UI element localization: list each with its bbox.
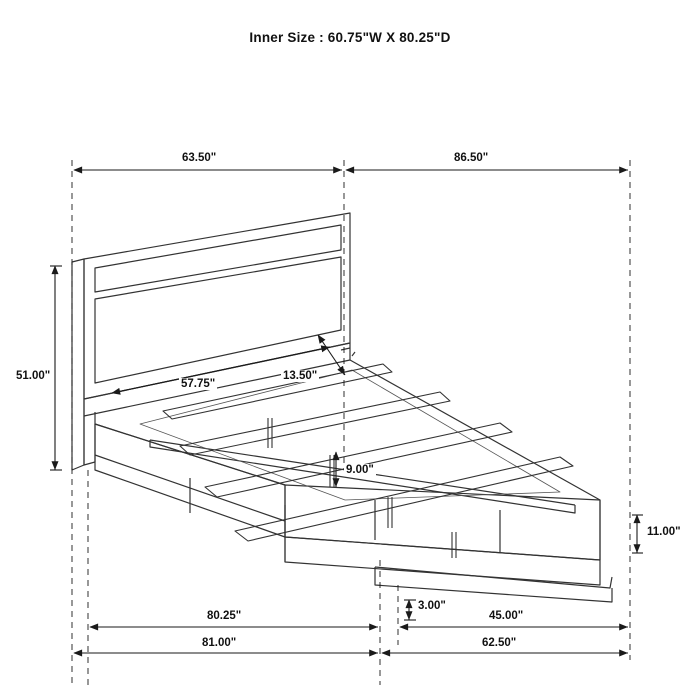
- dimension-label-63-50: 63.50": [182, 152, 217, 164]
- dimension-label-51-00: 51.00": [16, 370, 51, 382]
- footboard-base-rail: [285, 537, 600, 585]
- dimension-label-86-50: 86.50": [454, 152, 489, 164]
- dimension-label-45-00: 45.00": [489, 610, 524, 622]
- slat-2: [180, 392, 450, 455]
- dimension-label-11-00: 11.00": [647, 526, 681, 538]
- headboard-left-post: [72, 259, 84, 470]
- dimline-13-50: [318, 335, 345, 375]
- extension-lines: [72, 160, 630, 685]
- dimension-label-13-50: 13.50": [283, 370, 318, 382]
- dimension-label-9-00: 9.00": [346, 464, 374, 476]
- bed-illustration: [72, 213, 612, 602]
- headboard-left-leg: [84, 412, 95, 465]
- slats: [163, 364, 573, 541]
- dimension-label-3-00: 3.00": [418, 600, 446, 612]
- support-leg-3: [388, 497, 392, 528]
- dimension-label-57-75: 57.75": [181, 378, 216, 390]
- slat-3: [205, 423, 512, 497]
- slat-1: [163, 364, 392, 419]
- headboard-cushion-top: [95, 225, 341, 292]
- right-side-rail-top: [350, 360, 600, 500]
- dimension-label-62-50: 62.50": [482, 637, 517, 649]
- dimension-label-80-25: 80.25": [207, 610, 242, 622]
- support-leg-4: [452, 532, 456, 558]
- right-rail-joint: [352, 352, 355, 356]
- support-leg-1: [268, 418, 272, 448]
- headboard-right-post: [341, 348, 350, 350]
- footboard-plinth-front: [375, 567, 612, 588]
- dimension-label-81-00: 81.00": [202, 637, 237, 649]
- page-title: Inner Size : 60.75"W X 80.25"D: [249, 30, 451, 45]
- headboard-cushion-bottom: [95, 257, 341, 383]
